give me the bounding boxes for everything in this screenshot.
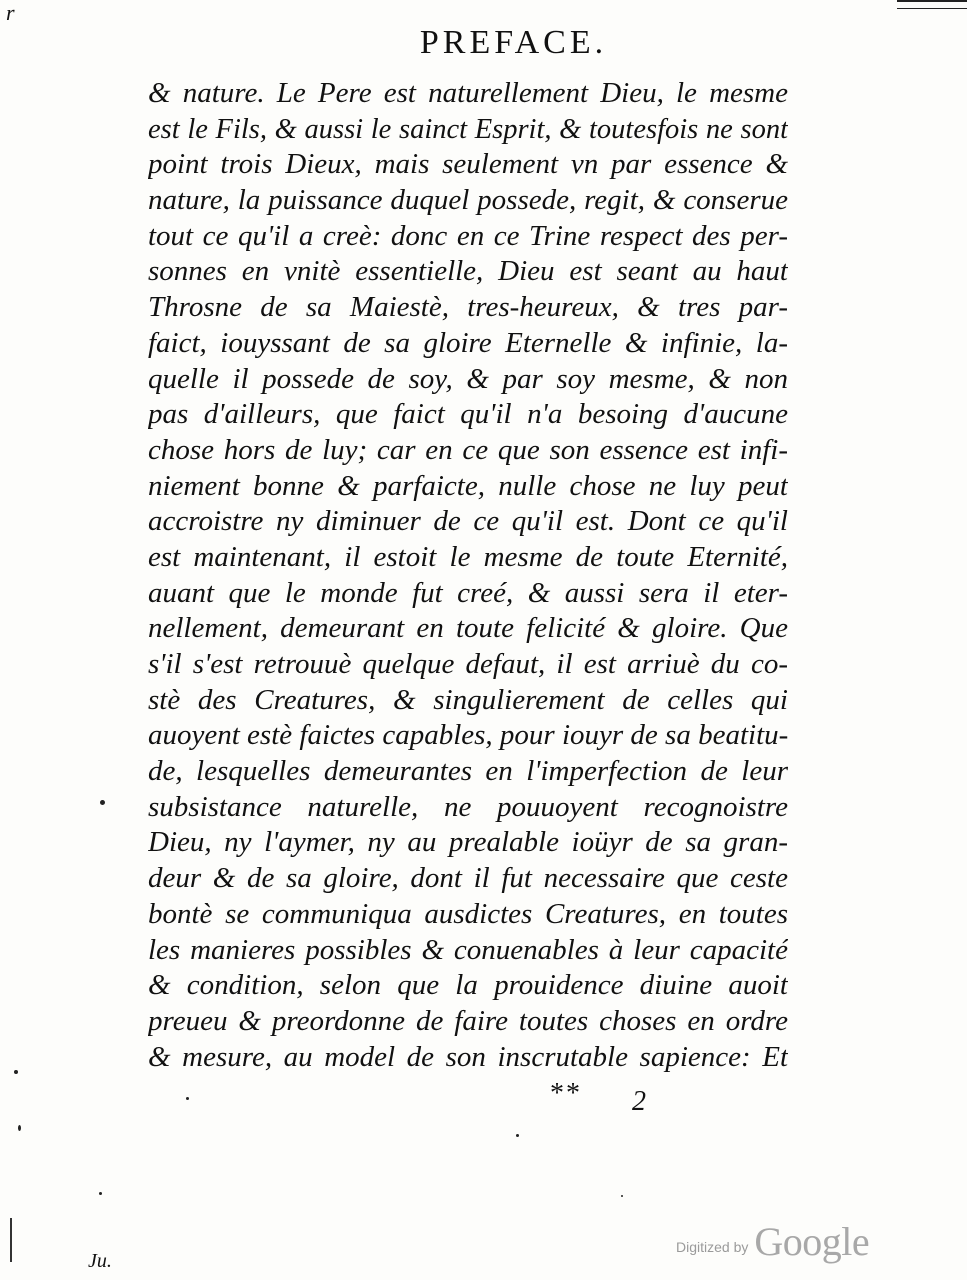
text-line: Throsne de sa Maiestè, tres-heureux, & tres par- [148,291,788,324]
corner-mark: r [6,0,15,25]
google-logo: Google [754,1219,870,1264]
margin-bar [10,1218,12,1262]
ink-speck [14,1070,18,1074]
bottom-mark: Ju. [88,1250,112,1272]
top-rule [897,0,967,9]
signature-stars: ** [550,1078,582,1109]
text-line: & nature. Le Pere est naturellement Dieu, le mesme [148,77,788,109]
text-line: subsistance naturelle, ne pouuoyent recognoistre [148,790,788,823]
text-line: sonnes en vnitè essentielle, Dieu est seant au haut [148,255,788,288]
text-line: & condition, selon que la prouidence diuine auoit [148,969,788,1002]
ink-speck [516,1134,519,1137]
signature-number: 2 [632,1086,646,1117]
text-line: les manieres possibles & conuenables à leur capacité [148,933,788,966]
text-line: deur & de sa gloire, dont il fut necessaire que ceste [148,862,788,895]
text-line: preueu & preordonne de faire toutes choses en ordre [148,1004,788,1037]
text-line: nature, la puissance duquel possede, regit, & conserue [148,184,788,217]
text-line: quelle il possede de soy, & par soy mesme, & non [148,362,788,395]
text-line: auant que le monde fut creé, & aussi sera il eter- [148,576,788,609]
text-line: stè des Creatures, & singulierement de celles qui [148,683,788,716]
text-line: pas d'ailleurs, que faict qu'il n'a besoing d'aucune [148,398,788,431]
ink-speck [621,1195,623,1197]
text-line: est maintenant, il estoit le mesme de toute Eternité, [148,540,788,573]
text-line: faict, iouyssant de sa gloire Eternelle & infinie, la- [148,326,788,359]
text-line: Dieu, ny l'aymer, ny au prealable ioüyr de sa gran- [148,826,788,859]
body-text [148,76,788,1075]
text-line: point trois Dieux, mais seulement vn par essence & [148,148,788,181]
text-line: bontè se communiqua ausdictes Creatures, en toutes [148,897,788,930]
digitized-by-label: Digitized by [676,1239,749,1255]
text-line: tout ce qu'il a creè: donc en ce Trine respect des per- [148,219,788,252]
ink-speck [186,1097,189,1100]
text-line: & mesure, au model de son inscrutable sapience: Et [148,1040,788,1073]
text-line: de, lesquelles demeurantes en l'imperfection de leur [148,755,788,788]
running-title: PREFACE. [419,24,608,61]
text-line: chose hors de luy; car en ce que son essence est infi- [148,433,788,466]
signature-mark [540,1078,680,1118]
text-line: s'il s'est retrouuè quelque defaut, il est arriuè du co- [148,648,788,680]
digitized-watermark [676,1215,869,1265]
text-line: nellement, demeurant en toute felicité & gloire. Que [148,612,788,645]
ink-speck [18,1125,21,1131]
ink-speck [100,800,105,805]
text-line: est le Fils, & aussi le sainct Esprit, & toutesfois ne sont [148,113,788,145]
text-line: accroistre ny diminuer de ce qu'il est. Dont ce qu'il [148,505,788,538]
ink-speck [99,1192,102,1195]
text-line: niement bonne & parfaicte, nulle chose ne luy peut [148,469,788,502]
text-line: auoyent estè faictes capables, pour iouyr de sa beatitu- [148,719,788,752]
